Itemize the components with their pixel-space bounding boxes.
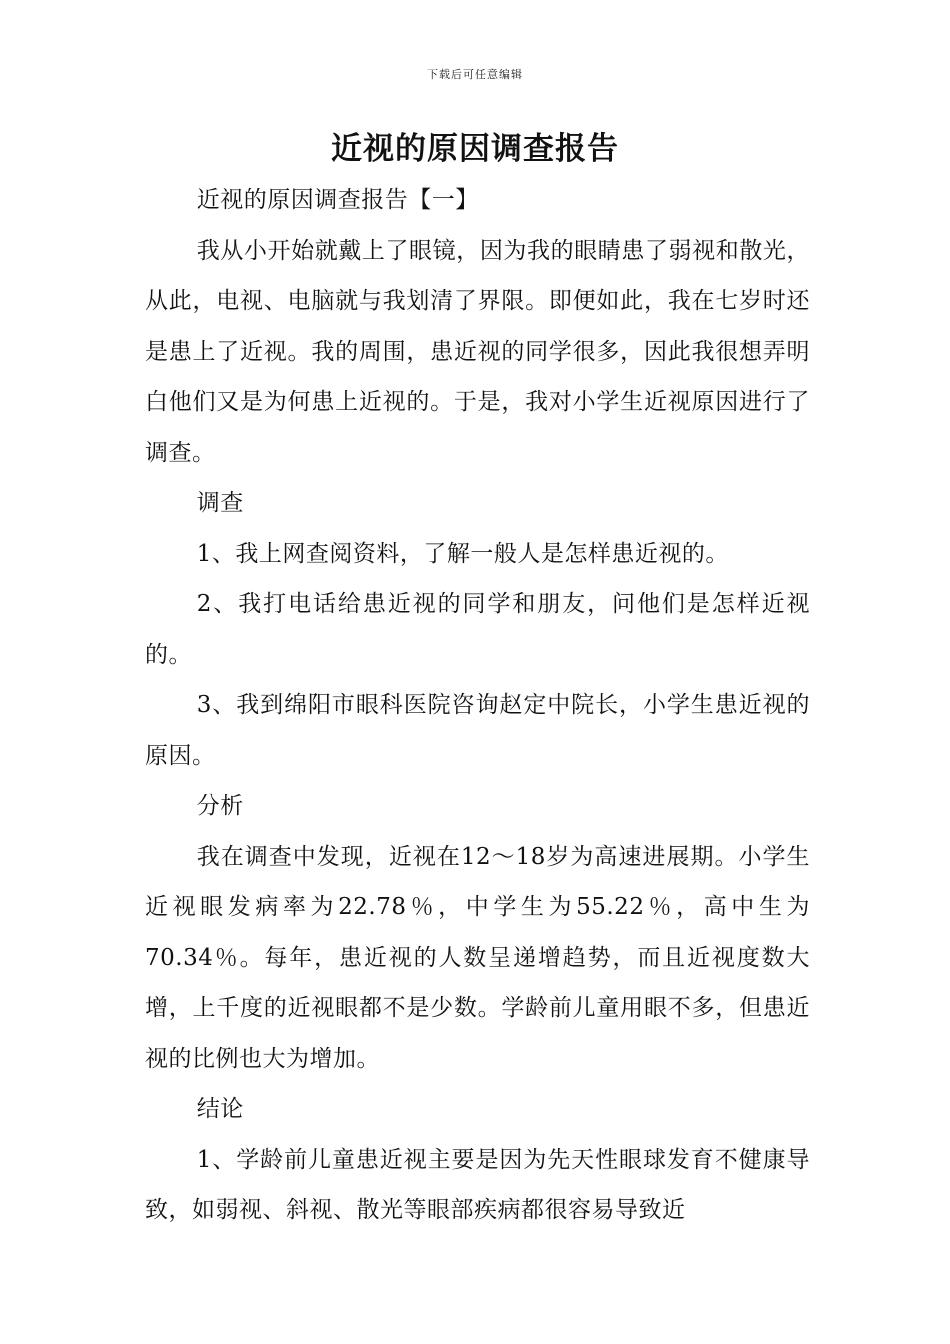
section-heading: 结论 — [196, 1096, 244, 1122]
paragraph: 我从小开始就戴上了眼镜，因为我的眼睛患了弱视和散光，从此，电视、电脑就与我划清了界限。即便如此，我在七岁时还是患上了近视。我的周围，患近视的同学很多，因此我很想弄明白他们又是为何患上近视的。于是，我对小学生近视原因进行了调查。 — [145, 237, 810, 466]
section-heading: 调查 — [196, 490, 244, 516]
paragraph: 2、我打电话给患近视的同学和朋友，问他们是怎样近视的。 — [145, 591, 810, 668]
paragraph: 3、我到绵阳市眼科医院咨询赵定中院长，小学生患近视的原因。 — [145, 692, 810, 769]
document-title: 近视的原因调查报告 — [331, 131, 619, 167]
document-body — [145, 175, 810, 1236]
paragraph: 1、学龄前儿童患近视主要是因为先天性眼球发育不健康导致，如弱视、斜视、散光等眼部疾病都很容易导致近 — [145, 1146, 810, 1223]
section-heading: 分析 — [196, 793, 244, 819]
header-note: 下载后可任意编辑 — [427, 68, 523, 81]
section-heading: 近视的原因调查报告【一】 — [196, 187, 479, 213]
paragraph: 我在调查中发现，近视在12～18岁为高速进展期。小学生近视眼发病率为22.78％，中学生为55.22％，高中生为70.34％。每年，患近视的人数呈递增趋势，而且近视度数大增，上千度的近视眼都不是少数。学龄前儿童用眼不多，但患近视的比例也大为增加。 — [145, 843, 810, 1072]
paragraph: 1、我上网查阅资料，了解一般人是怎样患近视的。 — [196, 540, 729, 567]
